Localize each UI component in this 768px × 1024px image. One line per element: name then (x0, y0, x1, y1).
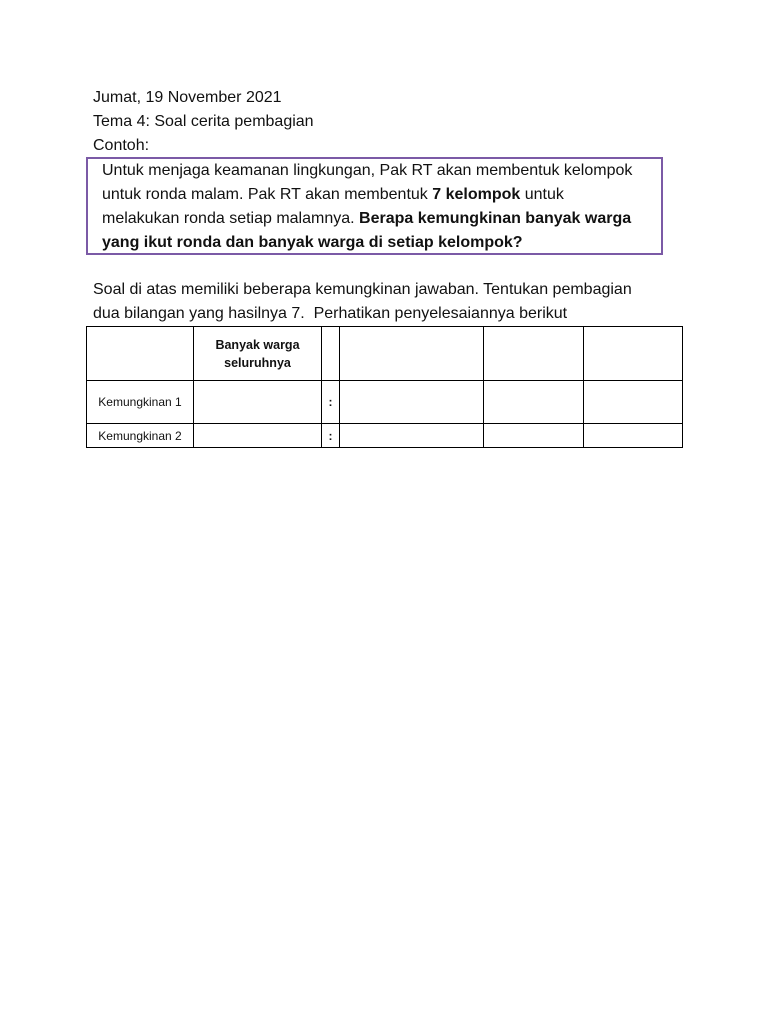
instruction-paragraph (93, 278, 632, 326)
instruction-line-2: dua bilangan yang hasilnya 7. Perhatikan penyelesaiannya berikut (93, 305, 568, 322)
theme-title: Tema 4: Soal cerita pembagian (93, 113, 314, 130)
example-line-3-text: melakukan ronda setiap malamnya. (102, 210, 360, 227)
example-line-2-text: untuk ronda malam. Pak RT akan membentuk (102, 186, 433, 203)
header-total-residents (194, 327, 322, 381)
example-question-part-2: yang ikut ronda dan banyak warga di setiap kelompok? (102, 234, 523, 251)
division-operator: : (322, 424, 340, 448)
division-operator: : (322, 381, 340, 424)
example-group-count: 7 kelompok (432, 186, 521, 203)
example-box (86, 157, 663, 255)
instruction-line-1: Soal di atas memiliki beberapa kemungkinan jawaban. Tentukan pembagian (93, 281, 632, 298)
example-line-3 (102, 207, 653, 231)
table-row (87, 381, 683, 424)
answer-cell[interactable] (340, 381, 484, 424)
example-line-2 (102, 183, 653, 207)
header-total-line-1: Banyak warga (215, 337, 300, 352)
row-label: Kemungkinan 2 (87, 424, 194, 448)
header-cell-4 (484, 327, 584, 381)
example-question-part-1: Berapa kemungkinan banyak warga (359, 210, 632, 227)
header-cell-3 (340, 327, 484, 381)
table-header-row (87, 327, 683, 381)
example-line-4 (102, 231, 653, 255)
header-empty-cell (87, 327, 194, 381)
date-text: Jumat, 19 November 2021 (93, 89, 282, 106)
answer-cell[interactable] (340, 424, 484, 448)
header-operator-cell (322, 327, 340, 381)
header-total-line-2: seluruhnya (224, 355, 291, 370)
total-residents-input-cell[interactable] (194, 381, 322, 424)
header-cell-5 (584, 327, 683, 381)
answer-cell[interactable] (584, 381, 683, 424)
table-row (87, 424, 683, 448)
answer-table (86, 326, 683, 448)
row-label: Kemungkinan 1 (87, 381, 194, 424)
total-residents-input-cell[interactable] (194, 424, 322, 448)
example-line-1: Untuk menjaga keamanan lingkungan, Pak RT akan membentuk kelompok (102, 162, 633, 179)
answer-cell[interactable] (484, 424, 584, 448)
answer-cell[interactable] (584, 424, 683, 448)
answer-cell[interactable] (484, 381, 584, 424)
example-label: Contoh: (93, 137, 150, 154)
example-line-2-end: untuk (520, 186, 564, 203)
